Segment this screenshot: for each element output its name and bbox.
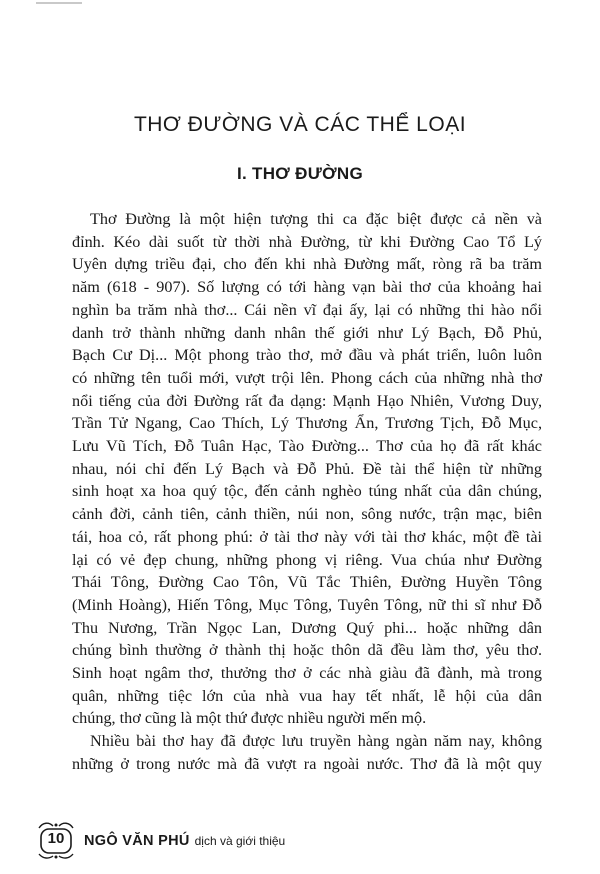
text-line: nghìn ba trăm nhà thơ... Cái nền vĩ đại ấy, lại có những thi hào nổi (72, 300, 542, 319)
page-number: 10 (47, 830, 65, 847)
text-line: Sinh hoạt ngâm thơ, thưởng thơ ở các nhà giàu đã đành, mà trong (72, 664, 542, 683)
top-edge-mark (36, 2, 82, 5)
text-line: Lưu Vũ Tích, Đỗ Tuân Hạc, Tào Đường... Thơ của họ đã rất khác (72, 437, 542, 456)
text-line: tái, hoa cỏ, rất phong phú: ở tài thơ này với tài thơ khác, một đề tài (72, 527, 542, 546)
footer-credit (84, 833, 285, 849)
page-footer (36, 820, 436, 860)
text-line: Trần Tử Ngang, Cao Thích, Lý Thương Ẩn, Trương Tịch, Đỗ Mục, (72, 414, 542, 433)
text-line: danh trở thành những danh nhân thế giới như Lý Bạch, Đỗ Phủ, (72, 323, 542, 342)
text-line: Thu Nương, Trần Ngọc Lan, Dương Quý phi... hoặc những dân (72, 618, 542, 637)
text-line: Thơ Đường là một hiện tượng thi ca đặc biệt được cả nền và (90, 210, 542, 228)
text-line: Nhiều bài thơ hay đã được lưu truyền hàng ngàn năm nay, không (90, 732, 542, 751)
text-line: Thái Tông, Đường Cao Tôn, Vũ Tắc Thiên, Đường Huyền Tông (72, 573, 542, 592)
section-heading: I. THƠ ĐƯỜNG (236, 164, 364, 183)
paragraph (72, 208, 542, 730)
chapter-title: THƠ ĐƯỜNG VÀ CÁC THỂ LOẠI (133, 113, 467, 136)
text-line: chúng bình thường ở thành thị hoặc thôn dã đều làm thơ, yêu thơ. (72, 641, 542, 660)
text-line: năm (618 - 907). Số lượng có tới hàng vạn bài thơ của khoảng hai (72, 278, 542, 297)
text-line: lại có vẻ đẹp chung, những phong vị riêng. Vua chúa như Đường (72, 550, 542, 569)
author-role: dịch và giới thiệu (194, 834, 286, 848)
text-line: quân, những tiệc lớn của nhà vua hay tết nhất, lễ hội của dân (72, 686, 542, 705)
text-line: chúng, thơ cũng là một thứ được nhiều người mến mộ. (72, 709, 427, 728)
text-line: sinh hoạt xa hoa quý tộc, đến cảnh nghèo túng nhất của dân chúng, (72, 482, 542, 501)
text-line: nổi tiếng của đời Đường rất đa dạng: Mạnh Hạo Nhiên, Vương Duy, (72, 391, 542, 410)
paragraph (72, 730, 542, 775)
text-line: Uyên dựng triều đại, cho đến khi nhà Đường mất, ròng rã ba trăm (72, 255, 542, 274)
body-text (72, 208, 542, 776)
text-line: nhau, nói chỉ đến Lý Bạch và Đỗ Phủ. Đề tài thể hiện từ những (72, 459, 542, 478)
text-line: những ở trong nước mà đã vượt ra ngoài nước. Thơ đã là một quy (72, 754, 542, 773)
text-line: cảnh đời, cảnh tiên, cảnh thiền, núi non, sông nước, trận mạc, biên (72, 505, 542, 524)
text-line: có những tên tuổi mới, vượt trội lên. Phong cách của những nhà thơ (72, 368, 542, 387)
text-line: đỉnh. Kéo dài suốt từ thời nhà Đường, từ khi Đường Cao Tổ Lý (72, 232, 542, 251)
author-name: NGÔ VĂN PHÚ (84, 833, 190, 849)
text-line: (Minh Hoàng), Hiến Tông, Mục Tông, Tuyên Tông, nữ thi sĩ như Đỗ (72, 595, 542, 614)
text-line: Bạch Cư Dị... Một phong trào thơ, mở đầu và phát triển, luôn luôn (72, 346, 542, 365)
